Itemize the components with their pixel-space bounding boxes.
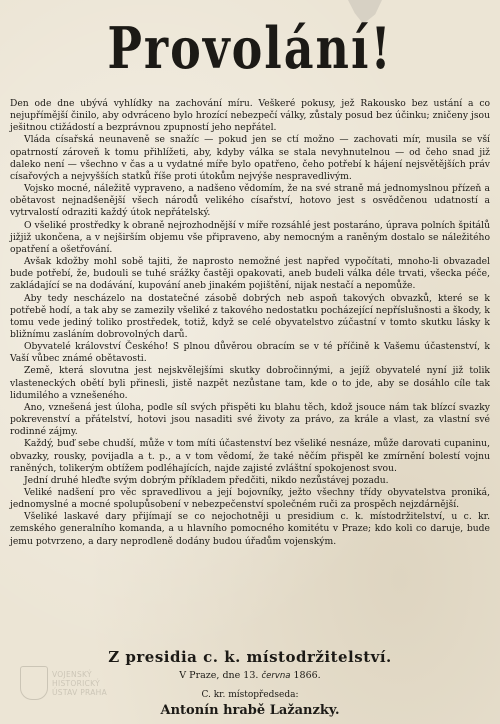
paragraph-10: Každý, buď sebe chudší, může v tom míti účastenství bez všeliké nesnáze, může darovati cupaninu, obvazky, rousky, povijadla a t. p., a v tom vědomí, že také něčím přispěl ke zmírnění bolestí vojnu raněných, tolikerým obtížem podléhajících, najde zajisté zvláštní spokojenost svou.	[10, 438, 490, 474]
proclamation-title: Provolání!	[107, 14, 393, 82]
paragraph-11: Jední druhé hleďte svým dobrým příkladem předčiti, nikdo nezůstávej pozadu.	[24, 474, 389, 486]
proclamation-body	[10, 98, 490, 548]
watermark-line-3: ÚSTAV PRAHA	[52, 688, 108, 697]
date-prefix: V Praze, dne 13.	[179, 670, 259, 681]
paragraph-2: Vláda císařská neunaveně se snažíc — pokud jen se ctí možno — zachovati mír, musila se vší opatrností zároveň k tomu přihlížeti, aby, kdyby válka se stala nevyhnutelnou — od čeho snad již daleko není — všechno v čas a u vydatné míře bylo opatřeno, čeho potřebí k hájení nejsvětějších práv císařových a nejvyšších statků říše proti útokům nejvýše nespravedlivým.	[10, 134, 490, 182]
paragraph-5: Avšak kdožby mohl sobě tajiti, že naprosto nemožné jest napřed vypočítati, mnoho-li obvazadel bude potřebí, že, budouli se tuhé srážky častěji opakovati, aneb budeli válka déle trvati, všecka péče, zakládající se na dodávání, kupování aneb jinakém pojištění, nijak nestačí a nepomůže.	[10, 256, 490, 292]
paragraph-12: Veliké nadšení pro věc spravedlivou a její bojovníky, ježto všechny třídy obyvatelstva proniká, jednomyslné a mocné spolupůsobení v nebezpečenství společném ruči za prospěch nejzdárnější.	[10, 487, 490, 511]
paragraph-6: Aby tedy nescházelo na dostatečné zásobě dobrých neb aspoň takových obvazků, které se k potřebě hodí, a tak aby se zamezily všeliké z takového nedostatku pocházející nepříslušnosti a škody, k tomu vede jediný toliko prostředek, totiž, když se celé obyvatelstvo zúčastní v tomto skutku lásky k bližnímu zasláním dobrovolných darů.	[10, 292, 490, 340]
presidium-heading: Z presidia c. k. místodržitelství.	[108, 648, 392, 666]
paragraph-3: Vojsko mocné, náležitě vypraveno, a nadšeno vědomím, že na své straně má jednomyslnou přízeň a obětavost nejnadšenější všech národů velikého císařství, hotovo jest s osvědčenou udatností a vytrvalostí odraziti každý útok nepřátelský.	[10, 183, 490, 219]
paragraph-9: Ano, vznešená jest úloha, podle síl svých přispěti ku blahu těch, kdož jsouce nám tak blízcí svazky pokrevenství a přátelství, hotovi jsou nasaditi své životy za právo, za krále a vlast, za vlastní své rodinné zájmy.	[10, 401, 490, 438]
paragraph-1: Den ode dne ubývá vyhlídky na zachování míru. Veškeré pokusy, jež Rakousko bez ustání a co nejupřímější činilo, aby odvráceno bylo hrozící nebezpečí války, zůstaly posud bez účinku; zničeny jsou ješitnou ctižádostí a bezprávnou zpupností jeho nepřátel.	[10, 98, 490, 134]
watermark-line-2: HISTORICKÝ	[52, 679, 100, 688]
date-year: 1866.	[293, 670, 321, 681]
watermark-line-1: VOJENSKÝ	[52, 670, 92, 679]
paragraph-7: Obyvatelé království Českého! S plnou důvěrou obracím se v té příčině k Vašemu účastenství, k Vaší vůbec známé obětavosti.	[10, 341, 490, 365]
paragraph-8: Země, která slovutna jest nejskvělejšími skutky dobročinnými, a jejíž obyvatelé nyní již tolik vlasteneckých obětí byli přinesli, jistě nazpět nezůstane tam, kde o to jde, aby se dosáhlo cíle tak lidumilého a vznešeného.	[10, 365, 490, 401]
signer-office: C. kr. místopředseda:	[201, 690, 299, 700]
paragraph-4: O všeliké prostředky k obraně nejrozhodnější v míře rozsáhlé jest postaráno, úprava polních špitálů jižjiž ukončena, a v nejširším objemu vše připraveno, aby nemocným a raněným dostalo se náležitého opatření a ošetřování.	[10, 219, 490, 255]
paragraph-13: Všeliké laskavé dary přijímají se co nejochotněji u presidium c. k. místodržitelství, u c. kr. zemského generalního komanda, a u hlavního pomocného komitétu v Praze; kdo koli co daruje, bude jemu potvrzeno, a dary neprodleně dodány budou úřadům vojenským.	[10, 511, 490, 547]
date-handwritten-month: června	[261, 671, 291, 681]
archive-watermark	[20, 666, 140, 706]
emblem-icon	[20, 666, 48, 700]
signer-name: Antonín hrabě Lažanzky.	[160, 703, 340, 718]
